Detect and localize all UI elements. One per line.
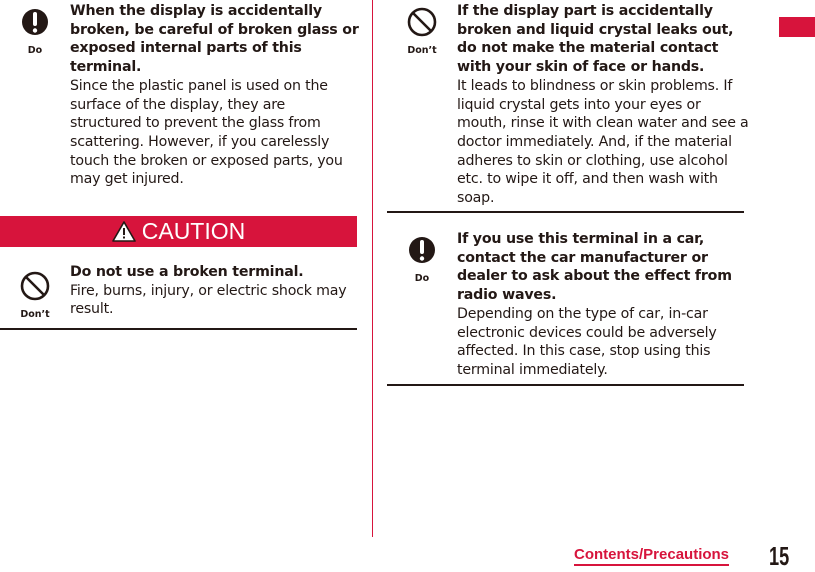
column-divider [372, 0, 373, 537]
icon-label: Do [27, 44, 43, 56]
entry-body: Fire, burns, injury, or electric shock may result. [70, 282, 347, 318]
section-tab[interactable] [779, 17, 815, 37]
dont-icon [405, 5, 439, 56]
entry-title: Do not use a broken terminal. [70, 264, 304, 280]
divider [387, 211, 744, 213]
entry-title: When the display is accidentally broken, be careful of broken glass or exposed internal parts of this terminal. [70, 3, 359, 76]
entry-body: Since the plastic panel is used on the surface of the display, they are structured to prevent the glass from scattering. However, if you carelessly touch the broken or exposed parts, you may get injured. [70, 77, 343, 188]
entry-body: It leads to blindness or skin problems. If liquid crystal gets into your eyes or mouth, rinse it with clean water and see a doctor immediately. And, if the material adheres to skin or clothing, use alcohol etc. to wipe it off, and then wash with soap. [457, 77, 749, 207]
page-number: 15 [769, 541, 790, 571]
warning-icon [112, 221, 136, 242]
caution-banner [0, 216, 357, 247]
divider [0, 328, 357, 330]
icon-label: Don’t [407, 44, 437, 56]
divider [387, 384, 744, 386]
do-icon [18, 5, 52, 56]
entry-body: Depending on the type of car, in-car electronic devices could be adversely affected. In this case, stop using this terminal immediately. [457, 305, 717, 378]
do-icon [405, 233, 439, 284]
contents-precautions-link[interactable]: Contents/Precautions [574, 545, 729, 566]
icon-label: Don’t [20, 308, 50, 320]
icon-label: Do [414, 272, 430, 284]
entry-title: If you use this terminal in a car, contact the car manufacturer or dealer to ask about the effect from radio waves. [457, 231, 732, 304]
caution-label: CAUTION [141, 218, 246, 244]
dont-icon [18, 269, 52, 320]
entry-title: If the display part is accidentally broken and liquid crystal leaks out, do not make the material contact with your skin of face or hands. [457, 3, 734, 76]
